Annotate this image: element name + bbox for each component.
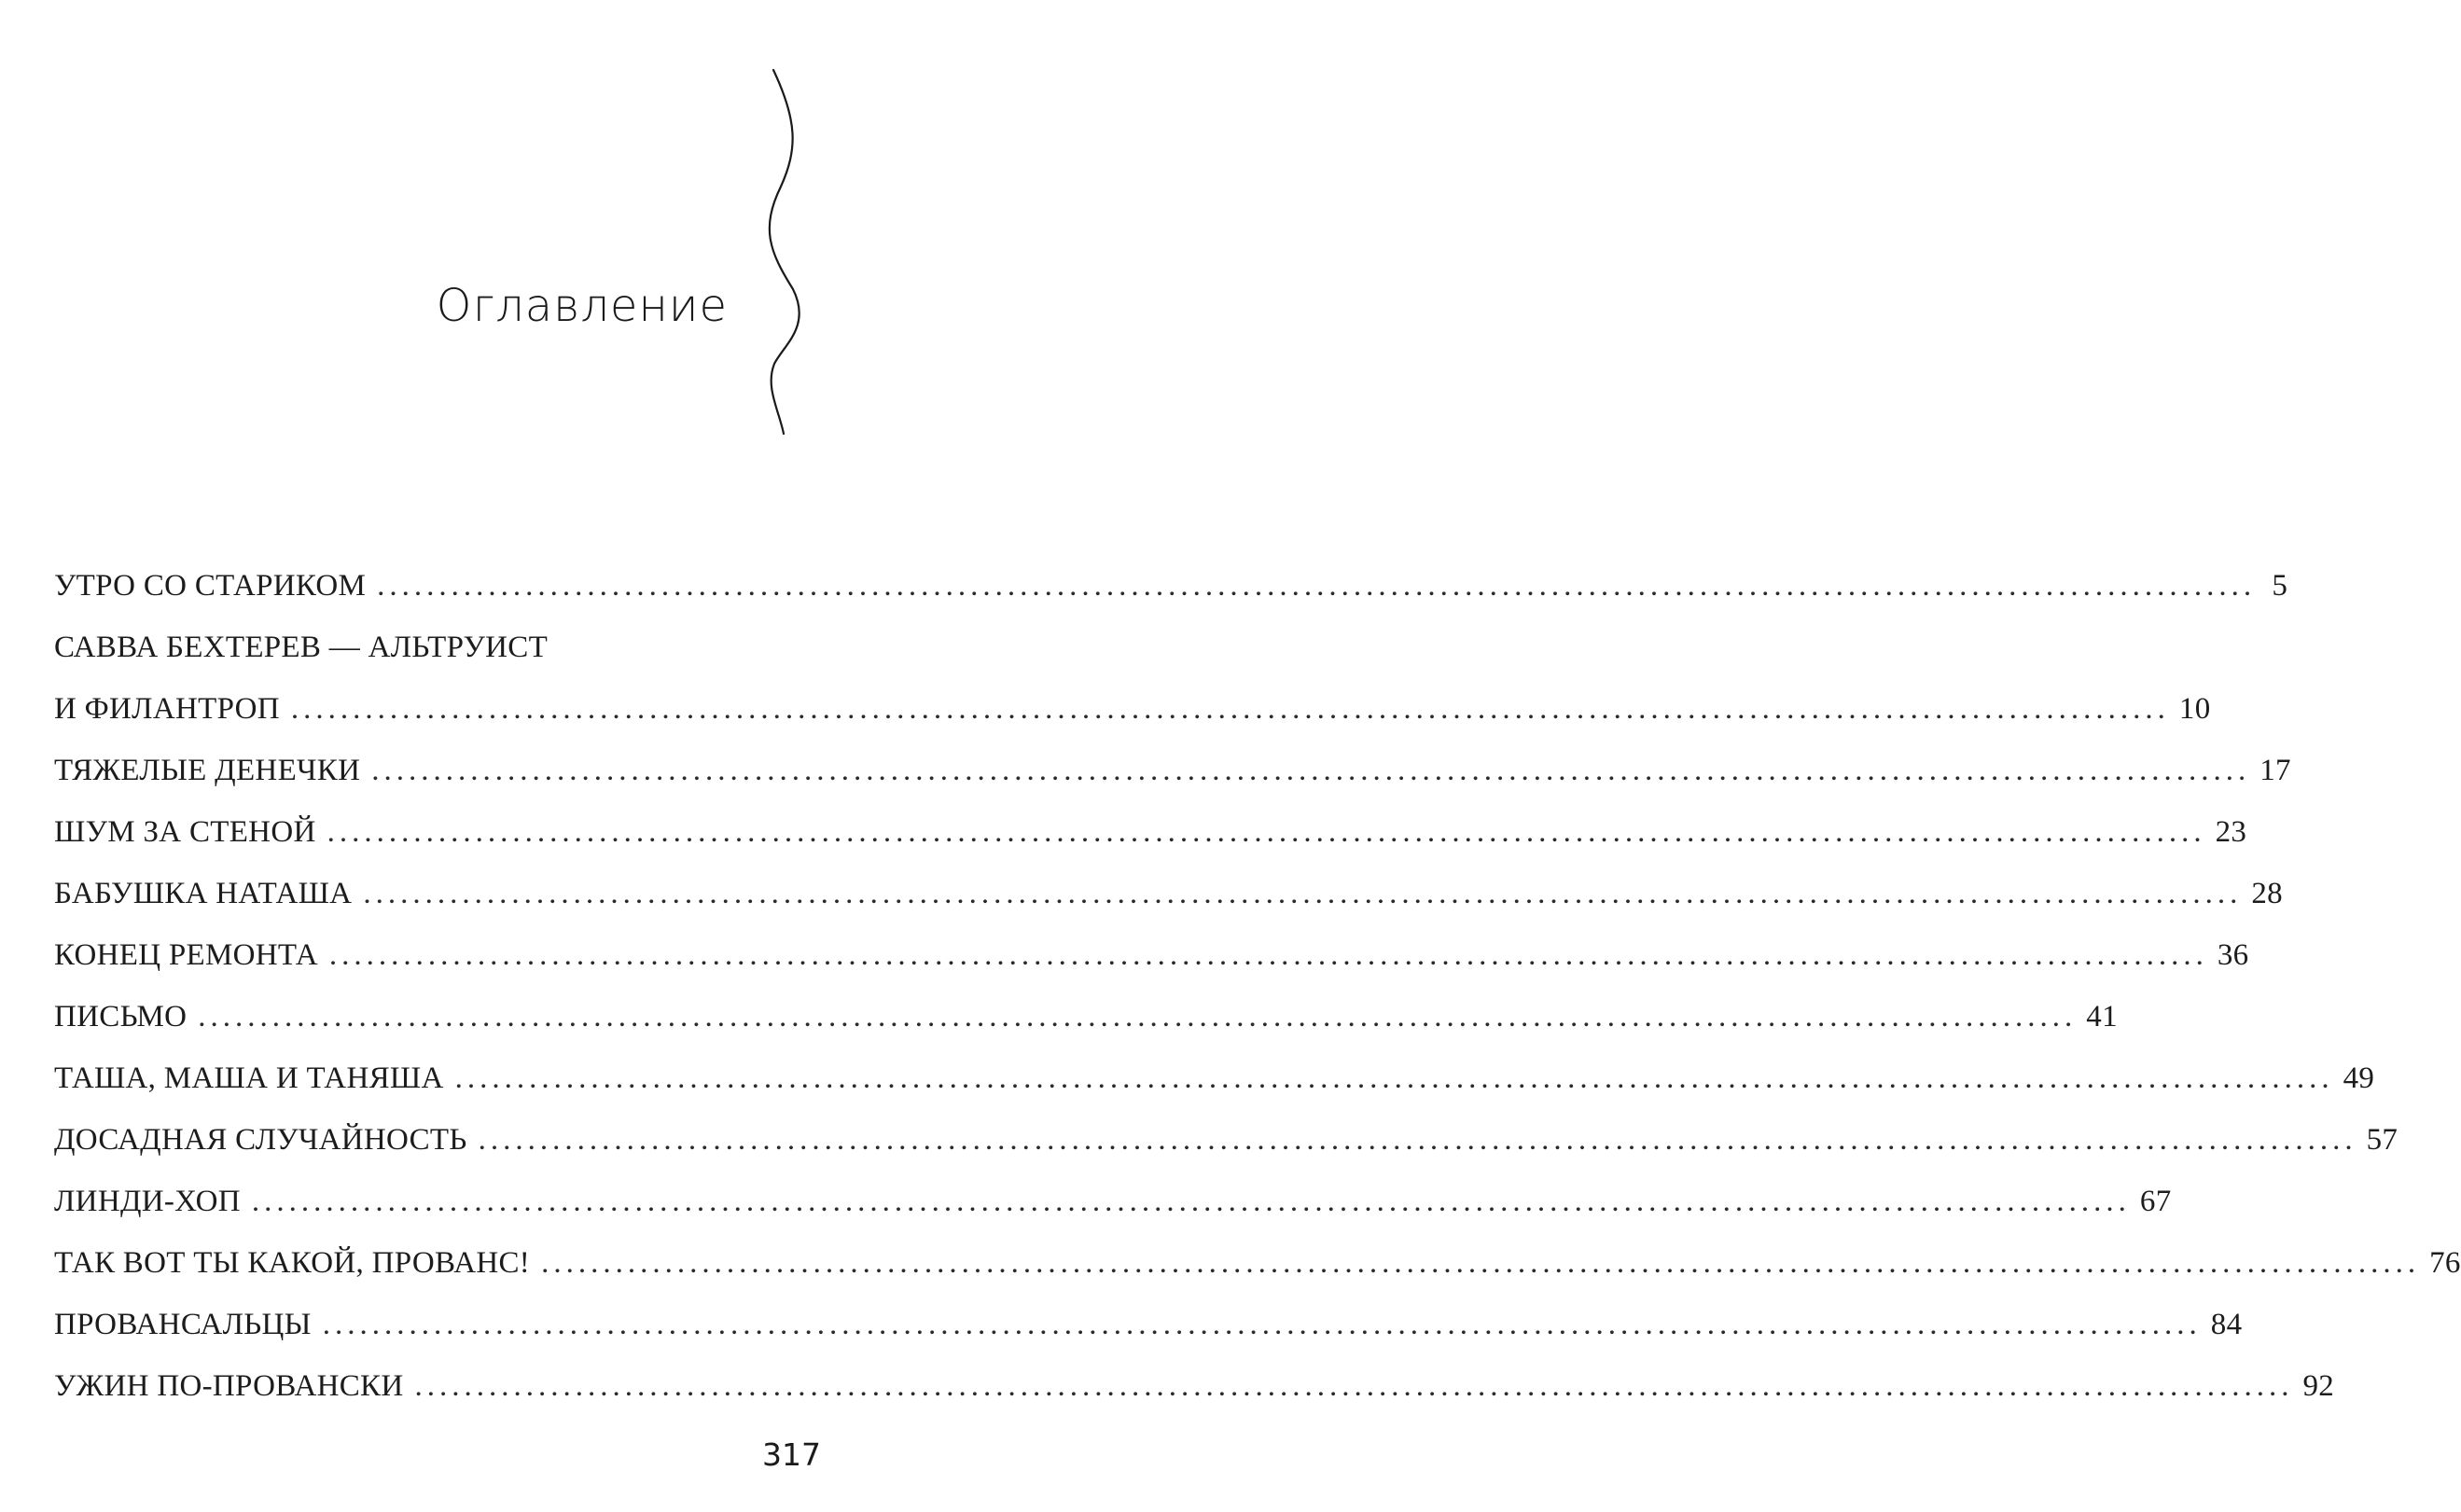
table-of-contents xyxy=(54,569,2461,1433)
toc-leader-dots xyxy=(414,1371,2293,1402)
toc-entry[interactable] xyxy=(54,569,2288,603)
toc-entry-title: ТЯЖЕЛЫЕ ДЕНЕЧКИ xyxy=(54,754,361,787)
toc-entry-title: БАБУШКА НАТАША xyxy=(54,877,353,910)
toc-leader-dots xyxy=(291,694,2170,725)
decorative-wave-ornament xyxy=(760,65,816,438)
toc-entry-page: 84 xyxy=(2210,1308,2243,1341)
toc-entry-page: 36 xyxy=(2217,938,2249,972)
toc-leader-dots xyxy=(541,1248,2420,1279)
toc-entry-page: 10 xyxy=(2178,692,2211,726)
toc-leader-dots xyxy=(371,756,2250,786)
toc-entry-title: ПИСЬМО xyxy=(54,1000,188,1033)
toc-leader-dots xyxy=(329,940,2208,971)
toc-leader-dots xyxy=(323,1310,2202,1340)
toc-entry[interactable] xyxy=(54,1308,2243,1341)
toc-entry-title-line1: САВВА БЕХТЕРЕВ — АЛЬТРУИСТ xyxy=(54,631,549,664)
toc-entry-title: ДОСАДНАЯ СЛУЧАЙНОСТЬ xyxy=(54,1123,467,1157)
toc-entry-page: 67 xyxy=(2139,1185,2172,1218)
toc-entry[interactable] xyxy=(54,1000,2118,1033)
toc-entry-title: ЛИНДИ-ХОП xyxy=(54,1185,241,1218)
toc-leader-dots xyxy=(198,1002,2077,1033)
toc-entry-page: 28 xyxy=(2251,877,2283,910)
page-number: 317 xyxy=(762,1436,821,1473)
toc-entry-page: 5 xyxy=(2272,569,2288,603)
toc-entry[interactable] xyxy=(54,754,2291,787)
toc-entry-title: ТАША, МАША И ТАНЯША xyxy=(54,1061,444,1095)
toc-entry-title: УЖИН ПО-ПРОВАНСКИ xyxy=(54,1369,404,1403)
toc-entry[interactable] xyxy=(54,1246,2461,1280)
toc-entry[interactable] xyxy=(54,631,2211,726)
toc-entry-page: 49 xyxy=(2343,1061,2375,1095)
toc-entry-page: 17 xyxy=(2259,754,2291,787)
toc-entry-page: 23 xyxy=(2215,815,2247,849)
toc-leader-dots xyxy=(479,1125,2357,1156)
toc-entry-page: 57 xyxy=(2366,1123,2398,1157)
toc-entry-title: КОНЕЦ РЕМОНТА xyxy=(54,938,318,972)
toc-entry[interactable] xyxy=(54,938,2249,972)
toc-entry-page: 76 xyxy=(2429,1246,2461,1280)
toc-entry[interactable] xyxy=(54,1369,2335,1403)
toc-entry[interactable] xyxy=(54,815,2247,849)
toc-entry-title: ШУМ ЗА СТЕНОЙ xyxy=(54,815,316,849)
toc-entry[interactable] xyxy=(54,1123,2398,1157)
toc-entry[interactable] xyxy=(54,877,2283,910)
toc-entry-title: ТАК ВОТ ТЫ КАКОЙ, ПРОВАНС! xyxy=(54,1246,531,1280)
toc-leader-dots xyxy=(327,817,2206,848)
toc-entry-page: 41 xyxy=(2086,1000,2118,1033)
toc-entry-page: 92 xyxy=(2302,1369,2335,1403)
toc-leader-dots xyxy=(377,571,2256,602)
toc-leader-dots xyxy=(252,1186,2131,1217)
toc-entry-title: ПРОВАНСАЛЬЦЫ xyxy=(54,1308,312,1341)
page-title: Оглавление xyxy=(436,280,728,332)
toc-leader-dots xyxy=(455,1063,2334,1094)
toc-entry[interactable] xyxy=(54,1061,2375,1095)
toc-entry-title: УТРО СО СТАРИКОМ xyxy=(54,569,367,603)
toc-entry-title-line2: И ФИЛАНТРОП xyxy=(54,692,280,726)
toc-leader-dots xyxy=(363,879,2242,909)
toc-entry[interactable] xyxy=(54,1185,2172,1218)
